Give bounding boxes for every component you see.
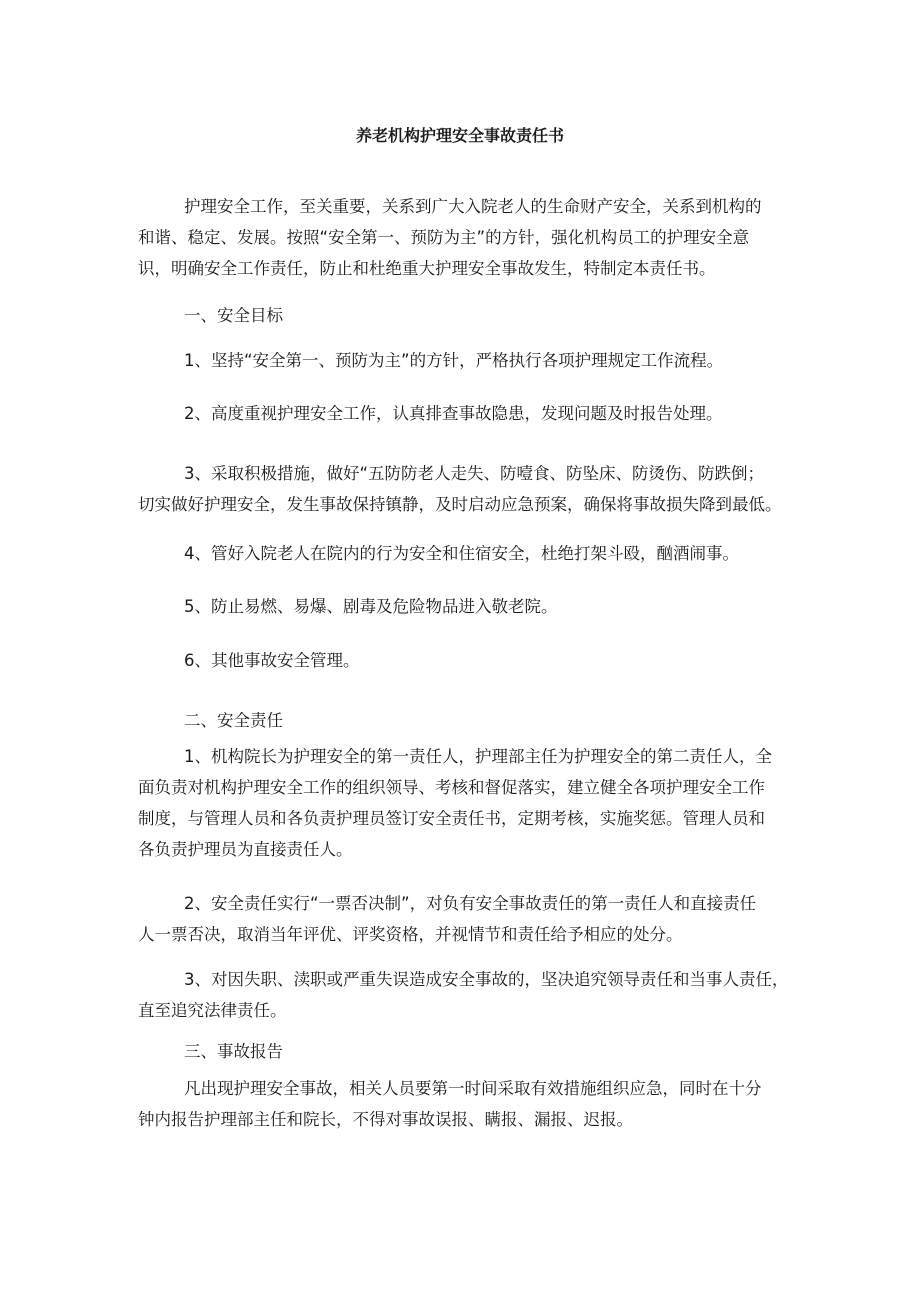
section2-item2 bbox=[138, 888, 788, 950]
list-item-line: 3、对因失职、渎职或严重失误造成安全事故的，坚决追究领导责任和当事人责任， bbox=[184, 970, 789, 989]
list-item-line: 直至追究法律责任。 bbox=[138, 1001, 287, 1020]
section2-item1 bbox=[138, 741, 788, 865]
list-item-line: 各负责护理员为直接责任人。 bbox=[138, 840, 353, 859]
paragraph-line: 钟内报告护理部主任和院长，不得对事故误报、瞒报、漏报、迟报。 bbox=[138, 1110, 633, 1129]
list-item: 5、防止易燃、易爆、剧毒及危险物品进入敬老院。 bbox=[184, 597, 558, 616]
list-item: 6、其他事故安全管理。 bbox=[184, 651, 360, 670]
section1-item2 bbox=[138, 398, 788, 429]
section3-body bbox=[138, 1073, 788, 1135]
section1-item1 bbox=[138, 345, 788, 376]
section1-item6 bbox=[138, 645, 788, 676]
section-heading: 三、事故报告 bbox=[184, 1042, 283, 1061]
list-item-line: 2、安全责任实行“一票否决制”，对负有安全事故责任的第一责任人和直接责任 bbox=[184, 894, 757, 913]
list-item: 1、坚持“安全第一、预防为主”的方针，严格执行各项护理规定工作流程。 bbox=[184, 351, 724, 370]
list-item-line: 3、采取积极措施，做好“五防防老人走失、防噎食、防坠床、防烫伤、防跌倒； bbox=[184, 464, 765, 483]
list-item-line: 制度，与管理人员和各负责护理员签订安全责任书，定期考核，实施奖惩。管理人员和 bbox=[138, 809, 765, 828]
intro-paragraph bbox=[138, 191, 788, 284]
section2-item3 bbox=[138, 964, 788, 1026]
section1-item5 bbox=[138, 591, 788, 622]
list-item: 4、管好入院老人在院内的行为安全和住宿安全，杜绝打架斗殴，酗酒闹事。 bbox=[184, 544, 739, 563]
list-item-line: 人一票否决，取消当年评优、评奖资格，并视情节和责任给予相应的处分。 bbox=[138, 925, 683, 944]
section3-heading bbox=[138, 1036, 788, 1067]
intro-line: 护理安全工作，至关重要，关系到广大入院老人的生命财产安全，关系到机构的 bbox=[184, 197, 762, 216]
list-item-line: 切实做好护理安全，发生事故保持镇静，及时启动应急预案，确保将事故损失降到最低。 bbox=[138, 495, 782, 514]
section1-item4 bbox=[138, 538, 788, 569]
section-heading: 一、安全目标 bbox=[184, 306, 283, 325]
section-heading: 二、安全责任 bbox=[184, 711, 283, 730]
paragraph-line: 凡出现护理安全事故，相关人员要第一时间采取有效措施组织应急，同时在十分 bbox=[184, 1079, 762, 1098]
list-item: 2、高度重视护理安全工作，认真排查事故隐患，发现问题及时报告处理。 bbox=[184, 404, 723, 423]
section2-heading bbox=[138, 705, 788, 736]
list-item-line: 面负责对机构护理安全工作的组织领导、考核和督促落实，建立健全各项护理安全工作 bbox=[138, 778, 765, 797]
section1-heading bbox=[138, 300, 788, 331]
section1-item3 bbox=[138, 458, 788, 520]
document-title: 养老机构护理安全事故责任书 bbox=[355, 126, 564, 145]
intro-line: 和谐、稳定、发展。按照“安全第一、预防为主”的方针，强化机构员工的护理安全意 bbox=[138, 228, 750, 247]
intro-line: 识，明确安全工作责任，防止和杜绝重大护理安全事故发生，特制定本责任书。 bbox=[138, 259, 716, 278]
list-item-line: 1、机构院长为护理安全的第一责任人，护理部主任为护理安全的第二责任人，全 bbox=[184, 747, 772, 766]
